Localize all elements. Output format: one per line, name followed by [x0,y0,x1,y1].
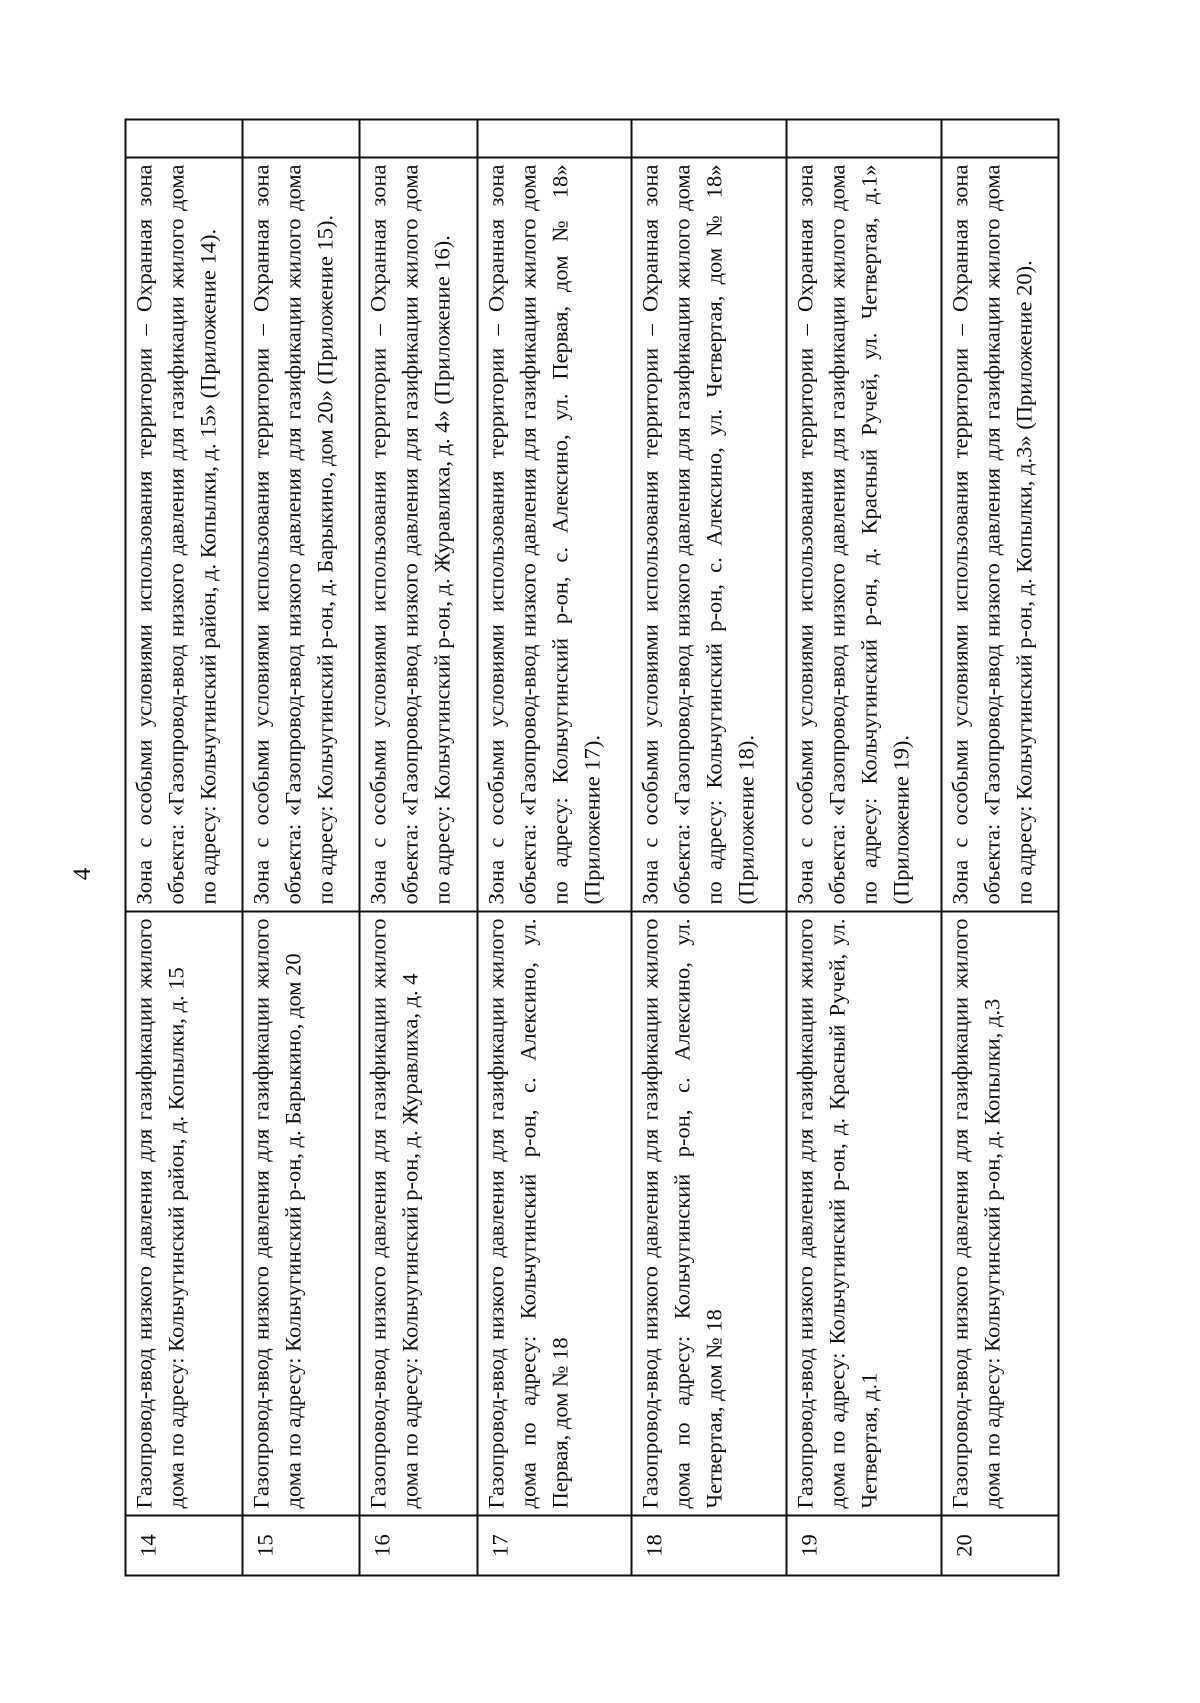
table-row [941,120,1058,1576]
rotated-table-wrapper [125,157,1060,1577]
zone-description: Зона с особыми условиями использования территории – Охранная зона объекта: «Газопровод-ввод низкого давления для газификации жилого дома по адресу: Кольчугинский р-он, д. Барыкино, дом 20» (Приложение 15). [243,158,360,912]
object-description: Газопровод-ввод низкого давления для газификации жилого дома по адресу: Кольчугинский р-он, с. Алексино, ул. Первая, дом № 18 [477,912,632,1516]
blank-cell [360,120,477,158]
row-number: 18 [632,1516,787,1576]
blank-cell [787,120,942,158]
blank-cell [126,120,243,158]
zone-description: Зона с особыми условиями использования территории – Охранная зона объекта: «Газопровод-ввод низкого давления для газификации жилого дома по адресу: Кольчугинский р-он, д. Красный Ручей, ул. Четвертая, д.1» (Приложение 19). [787,158,942,912]
blank-cell [632,120,787,158]
row-number: 14 [126,1516,243,1576]
table-row [632,120,787,1576]
object-description: Газопровод-ввод низкого давления для газификации жилого дома по адресу: Кольчугинский район, д. Копылки, д. 15 [126,912,243,1516]
zone-description: Зона с особыми условиями использования территории – Охранная зона объекта: «Газопровод-ввод низкого давления для газификации жилого дома по адресу: Кольчугинский р-он, д. Журавлиха, д. 4» (Приложение 16). [360,158,477,912]
zone-description: Зона с особыми условиями использования территории – Охранная зона объекта: «Газопровод-ввод низкого давления для газификации жилого дома по адресу: Кольчугинский р-он, д. Копылки, д.3» (Приложение 20). [941,158,1058,912]
object-description: Газопровод-ввод низкого давления для газификации жилого дома по адресу: Кольчугинский р-он, д. Красный Ручей, ул. Четвертая, д.1 [787,912,942,1516]
zone-description: Зона с особыми условиями использования территории – Охранная зона объекта: «Газопровод-ввод низкого давления для газификации жилого дома по адресу: Кольчугинский р-он, с. Алексино, ул. Первая, дом № 18» (Приложение 17). [477,158,632,912]
page-number: 4 [69,867,96,881]
blank-cell [243,120,360,158]
protection-zones-table [125,119,1060,1577]
row-number: 15 [243,1516,360,1576]
table-row [243,120,360,1576]
row-number: 19 [787,1516,942,1576]
table-row [787,120,942,1576]
table-row [477,120,632,1576]
blank-cell [941,120,1058,158]
object-description: Газопровод-ввод низкого давления для газификации жилого дома по адресу: Кольчугинский р-он, д. Барыкино, дом 20 [243,912,360,1516]
object-description: Газопровод-ввод низкого давления для газификации жилого дома по адресу: Кольчугинский р-он, д. Копылки, д.3 [941,912,1058,1516]
row-number: 17 [477,1516,632,1576]
table-row [126,120,243,1576]
row-number: 20 [941,1516,1058,1576]
zone-description: Зона с особыми условиями использования территории – Охранная зона объекта: «Газопровод-ввод низкого давления для газификации жилого дома по адресу: Кольчугинский район, д. Копылки, д. 15» (Приложение 14). [126,158,243,912]
blank-cell [477,120,632,158]
object-description: Газопровод-ввод низкого давления для газификации жилого дома по адресу: Кольчугинский р-он, с. Алексино, ул. Четвертая, дом № 18 [632,912,787,1516]
zone-description: Зона с особыми условиями использования территории – Охранная зона объекта: «Газопровод-ввод низкого давления для газификации жилого дома по адресу: Кольчугинский р-он, с. Алексино, ул. Четвертая, дом № 18» (Приложение 18). [632,158,787,912]
table-row [360,120,477,1576]
row-number: 16 [360,1516,477,1576]
object-description: Газопровод-ввод низкого давления для газификации жилого дома по адресу: Кольчугинский р-он, д. Журавлиха, д. 4 [360,912,477,1516]
